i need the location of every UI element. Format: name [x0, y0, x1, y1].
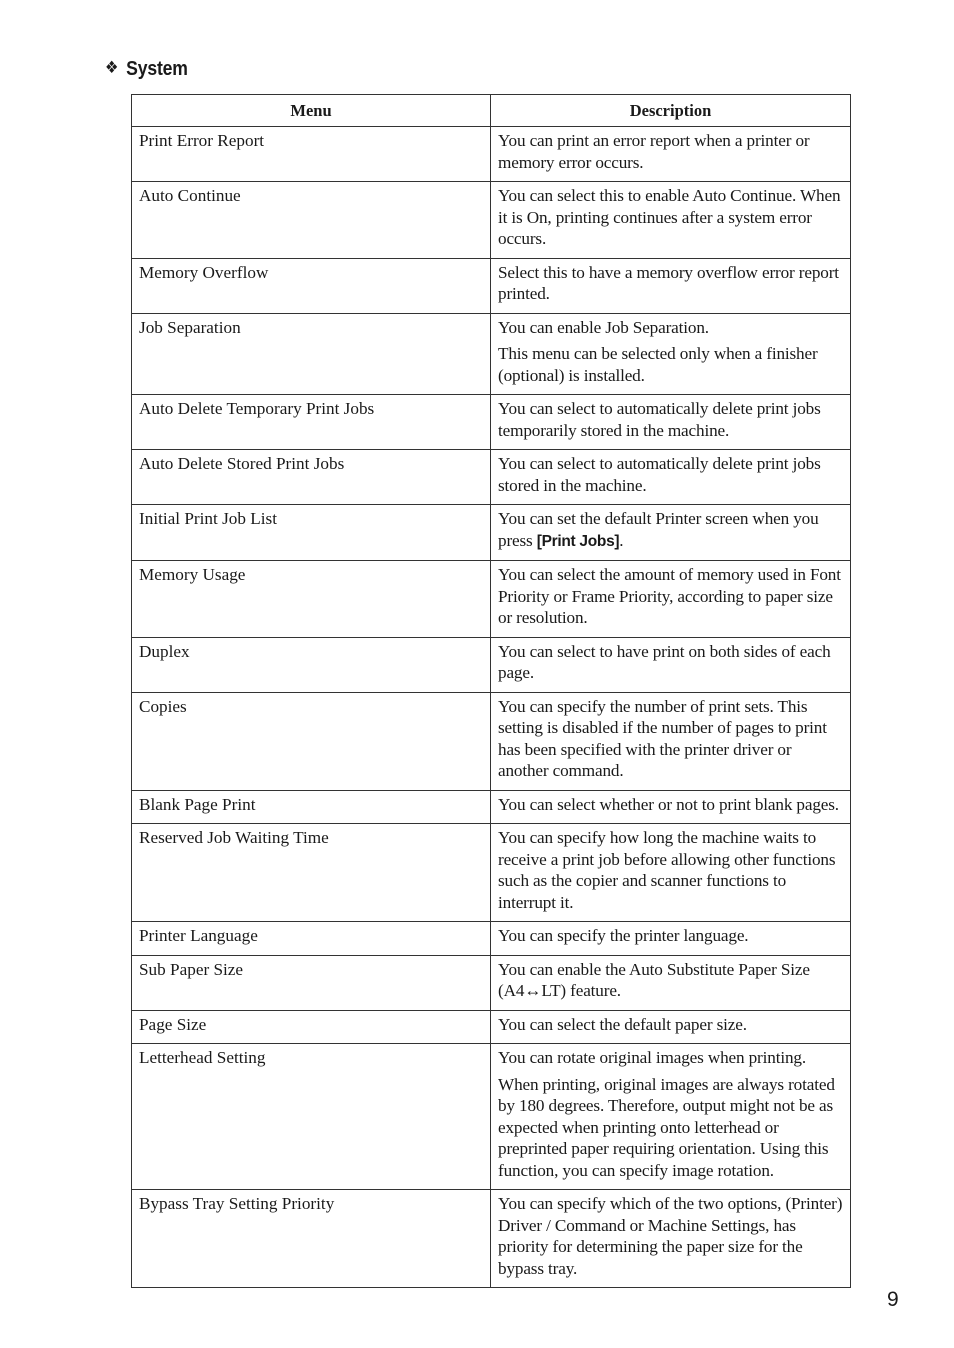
description-cell [491, 1190, 851, 1288]
menu-cell: Memory Overflow [132, 258, 491, 313]
description-text: You can select to automatically delete print jobs temporarily stored in the machine. [498, 399, 821, 440]
description-text: You can specify which of the two options, (Printer) Driver / Command or Machine Settings, has priority for determining the paper size for the bypass tray. [498, 1194, 843, 1278]
table-row [132, 505, 851, 561]
table-row [132, 313, 851, 395]
description-text: You can specify the number of print sets. This setting is disabled if the number of pages to print has been specified with the printer driver or another command. [498, 696, 827, 780]
description-text: You can select this to enable Auto Continue. When it is On, printing continues after a system error occurs. [498, 186, 841, 248]
menu-cell: Printer Language [132, 922, 491, 956]
table-row [132, 450, 851, 505]
description-cell [491, 450, 851, 505]
description-text-start: You can set the default Printer screen when you press [498, 509, 819, 550]
table-row [132, 561, 851, 638]
table-row [132, 127, 851, 182]
table-row [132, 182, 851, 259]
table-row [132, 1190, 851, 1288]
menu-cell: Copies [132, 692, 491, 790]
description-cell [491, 637, 851, 692]
description-cell [491, 922, 851, 956]
page-number: 9 [887, 1288, 899, 1311]
description-cell [491, 182, 851, 259]
menu-cell: Reserved Job Waiting Time [132, 824, 491, 922]
table-row [132, 824, 851, 922]
description-cell [491, 692, 851, 790]
table-row [132, 692, 851, 790]
menu-cell: Letterhead Setting [132, 1044, 491, 1190]
menu-cell: Job Separation [132, 313, 491, 395]
description-text: You can specify how long the machine waits to receive a print job before allowing other functions such as the copier and scanner functions to interrupt it. [498, 828, 836, 912]
description-cell [491, 790, 851, 824]
menu-cell: Blank Page Print [132, 790, 491, 824]
description-text: You can rotate original images when printing. [498, 1048, 806, 1067]
description-cell [491, 1010, 851, 1044]
description-text: You can select the default paper size. [498, 1014, 747, 1034]
description-text-end: . [619, 530, 624, 550]
description-cell [491, 561, 851, 638]
table-header-row [132, 95, 851, 127]
menu-cell: Auto Continue [132, 182, 491, 259]
description-text: You can print an error report when a printer or memory error occurs. [498, 131, 810, 172]
description-text: You can enable Job Separation. [498, 317, 709, 337]
description-text: You can specify the printer language. [498, 926, 749, 945]
table-row [132, 1010, 851, 1044]
description-cell [491, 395, 851, 450]
section-heading [105, 55, 188, 83]
description-cell [491, 824, 851, 922]
description-cell [491, 127, 851, 182]
table-row [132, 922, 851, 956]
menu-cell: Initial Print Job List [132, 505, 491, 561]
menu-cell: Print Error Report [132, 127, 491, 182]
system-settings-table [131, 94, 851, 1288]
description-note: When printing, original images are always rotated by 180 degrees. Therefore, output might not be as expected when printing onto letterhead or preprinted paper requiring orientation. Using this function, you can specify image rotation. [498, 1074, 835, 1180]
table-row [132, 1044, 851, 1190]
description-cell [491, 258, 851, 313]
menu-column-header: Menu [132, 95, 491, 127]
menu-cell: Bypass Tray Setting Priority [132, 1190, 491, 1288]
table-row [132, 395, 851, 450]
description-text: Select this to have a memory overflow error report printed. [498, 262, 839, 303]
section-title: System [126, 57, 188, 80]
description-cell [491, 955, 851, 1010]
menu-cell: Page Size [132, 1010, 491, 1044]
menu-cell: Auto Delete Stored Print Jobs [132, 450, 491, 505]
description-text: You can select to have print on both sides of each page. [498, 641, 831, 682]
description-text: You can select the amount of memory used in Font Priority or Frame Priority, according to paper size or resolution. [498, 565, 841, 627]
description-text: You can select to automatically delete print jobs stored in the machine. [498, 454, 821, 495]
menu-cell: Sub Paper Size [132, 955, 491, 1010]
description-text: You can select whether or not to print blank pages. [498, 794, 839, 814]
description-cell [491, 1044, 851, 1190]
table-row [132, 637, 851, 692]
menu-cell: Memory Usage [132, 561, 491, 638]
description-text [498, 508, 843, 552]
description-cell [491, 313, 851, 395]
description-column-header: Description [491, 95, 851, 127]
menu-cell: Auto Delete Temporary Print Jobs [132, 395, 491, 450]
table-row [132, 955, 851, 1010]
description-cell [491, 505, 851, 561]
table-row [132, 258, 851, 313]
print-jobs-key-label: [Print Jobs] [536, 532, 620, 550]
diamond-bullet-icon: ❖ [105, 58, 119, 77]
menu-cell: Duplex [132, 637, 491, 692]
table-row [132, 790, 851, 824]
description-text: You can enable the Auto Substitute Paper Size (A4↔LT) feature. [498, 959, 810, 1000]
description-note: This menu can be selected only when a finisher (optional) is installed. [498, 344, 818, 385]
